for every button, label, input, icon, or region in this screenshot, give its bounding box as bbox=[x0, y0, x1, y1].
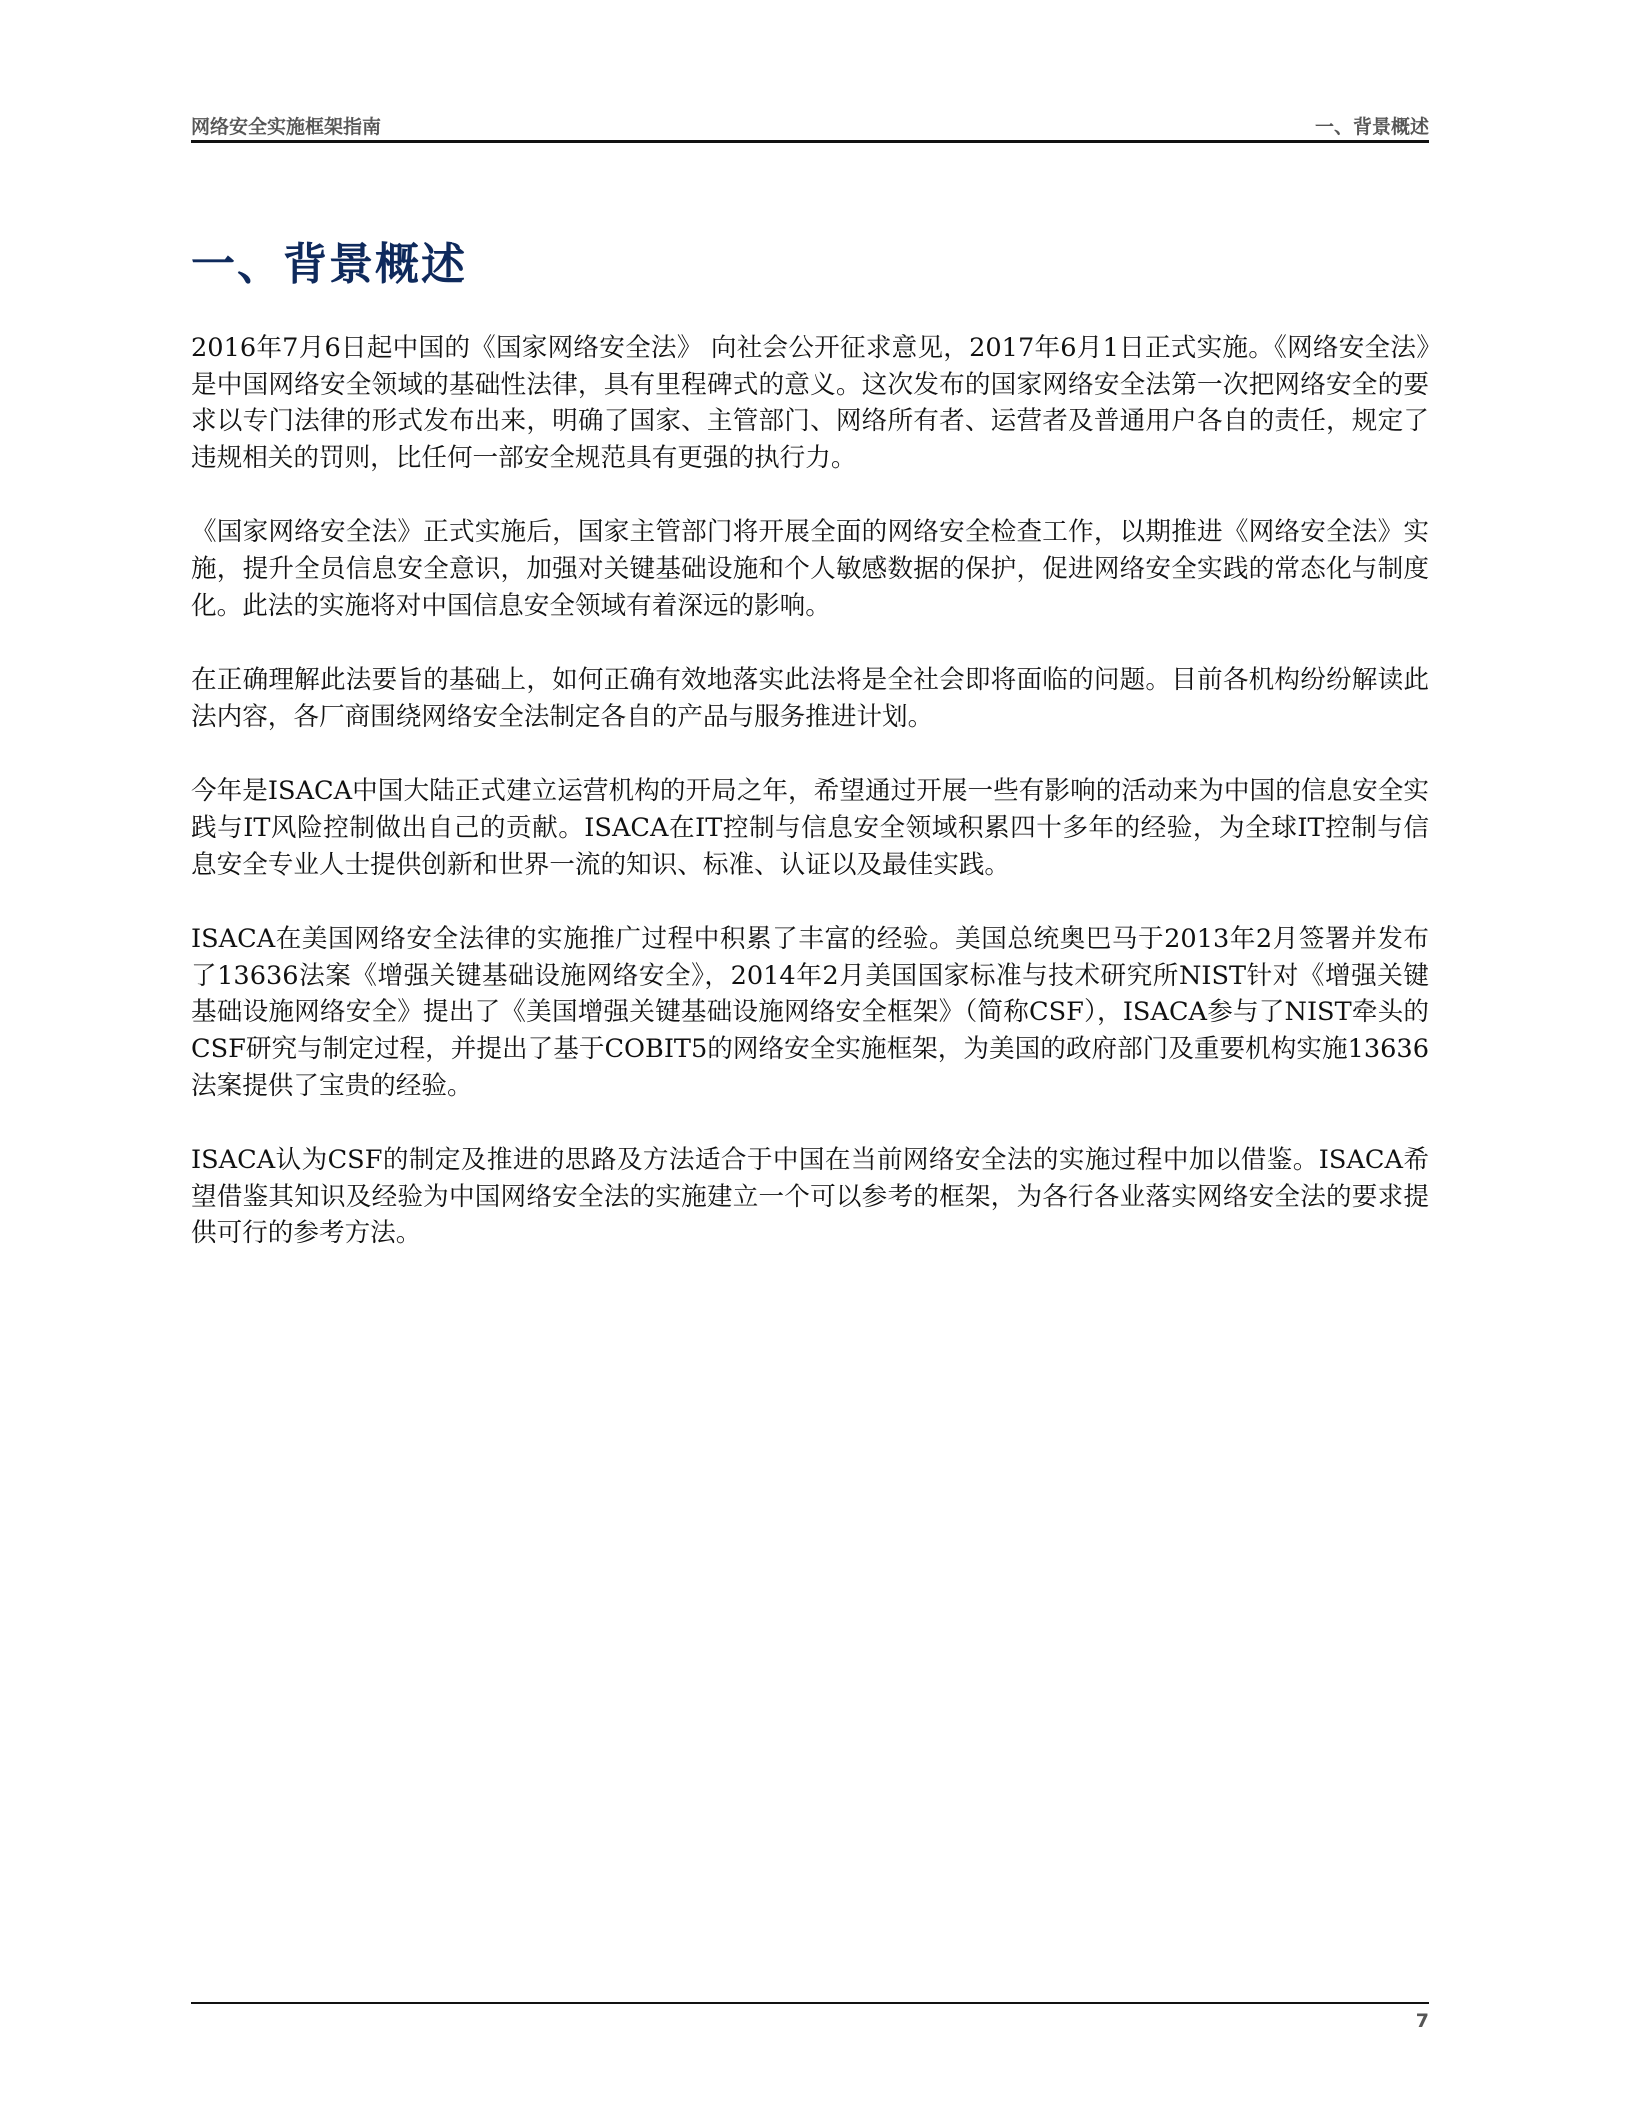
paragraph: 在正确理解此法要旨的基础上，如何正确有效地落实此法将是全社会即将面临的问题。目前各机构纷纷解读此法内容，各厂商围绕网络安全法制定各自的产品与服务推进计划。 bbox=[191, 665, 1429, 732]
header-divider bbox=[191, 140, 1429, 143]
footer-divider bbox=[191, 2002, 1429, 2004]
page-number: 7 bbox=[1415, 2010, 1429, 2032]
body-text bbox=[191, 330, 1429, 1290]
header-document-title: 网络安全实施框架指南 bbox=[191, 116, 382, 138]
header-section-title: 一、背景概述 bbox=[1314, 116, 1429, 138]
paragraph: ISACA在美国网络安全法律的实施推广过程中积累了丰富的经验。美国总统奥巴马于2013年2月签署并发布了13636法案《增强关键基础设施网络安全》，2014年2月美国国家标准与技术研究所NIST针对《增强关键基础设施网络安全》提出了《美国增强关键基础设施网络安全框架》（简称CSF），ISACA参与了NIST牵头的CSF研究与制定过程，并提出了基于COBIT5的网络安全实施框架，为美国的政府部门及重要机构实施13636法案提供了宝贵的经验。 bbox=[191, 924, 1429, 1101]
running-header bbox=[191, 110, 1429, 142]
paragraph: 《国家网络安全法》正式实施后，国家主管部门将开展全面的网络安全检查工作，以期推进《网络安全法》实施，提升全员信息安全意识，加强对关键基础设施和个人敏感数据的保护，促进网络安全实践的常态化与制度化。此法的实施将对中国信息安全领域有着深远的影响。 bbox=[191, 517, 1429, 621]
paragraph: ISACA认为CSF的制定及推进的思路及方法适合于中国在当前网络安全法的实施过程中加以借鉴。ISACA希望借鉴其知识及经验为中国网络安全法的实施建立一个可以参考的框架，为各行各业落实网络安全法的要求提供可行的参考方法。 bbox=[191, 1145, 1429, 1249]
paragraph: 今年是ISACA中国大陆正式建立运营机构的开局之年，希望通过开展一些有影响的活动来为中国的信息安全实践与IT风险控制做出自己的贡献。ISACA在IT控制与信息安全领域积累四十多年的经验，为全球IT控制与信息安全专业人士提供创新和世界一流的知识、标准、认证以及最佳实践。 bbox=[191, 776, 1429, 880]
paragraph: 2016年7月6日起中国的《国家网络安全法》 向社会公开征求意见，2017年6月1日正式实施。《网络安全法》是中国网络安全领域的基础性法律，具有里程碑式的意义。这次发布的国家网络安全法第一次把网络安全的要求以专门法律的形式发布出来，明确了国家、主管部门、网络所有者、运营者及普通用户各自的责任，规定了违规相关的罚则，比任何一部安全规范具有更强的执行力。 bbox=[191, 333, 1429, 473]
section-heading: 一、背景概述 bbox=[191, 239, 467, 290]
